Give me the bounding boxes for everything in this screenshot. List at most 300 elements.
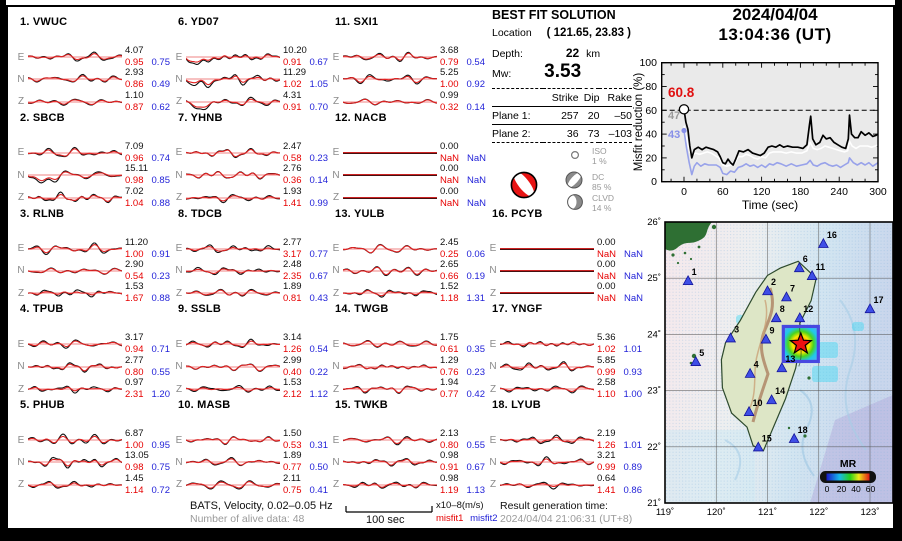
waveform-values — [280, 46, 328, 68]
clvd-icon — [566, 193, 584, 211]
misfit2-value: 0.89 — [623, 462, 642, 474]
misfit1-value: 1.02 — [283, 79, 302, 91]
annotation-47: 47 — [668, 110, 681, 122]
event-date: 2024/04/04 — [732, 5, 818, 24]
alive-data-count: Number of alive data: 48 — [190, 513, 305, 525]
misfit1-value: NaN — [440, 175, 460, 187]
iso-label: ISO 1 % — [592, 146, 607, 166]
component-label: E — [17, 243, 25, 254]
plane1-strike: 257 — [561, 110, 579, 122]
waveform-values — [122, 333, 170, 355]
station-block-yngf — [486, 303, 642, 399]
amplitude-value: 2.65 — [440, 258, 459, 270]
component-label: E — [332, 243, 340, 254]
waveform-values — [437, 238, 485, 260]
misfit1-value: 1.10 — [597, 389, 616, 401]
event-time: 13:04:36 (UT) — [718, 25, 832, 44]
component-label: Z — [489, 287, 497, 299]
waveform-values — [122, 451, 170, 473]
component-label: Z — [332, 479, 340, 491]
plane1-rake: –50 — [614, 110, 632, 122]
misfit1-value: 0.87 — [125, 101, 144, 113]
amplitude-value: 2.58 — [597, 377, 616, 389]
misfit1-value: 1.26 — [597, 440, 616, 451]
table-header-row — [492, 89, 632, 107]
waveform-plot — [186, 429, 280, 451]
waveform-plot — [28, 429, 122, 451]
waveform-row-nacb-z — [329, 187, 485, 209]
component-label: N — [489, 265, 497, 277]
station-title: 17. YNGF — [492, 303, 543, 316]
misfit2-value: 0.92 — [466, 79, 485, 91]
amplitude-value: 3.21 — [597, 450, 616, 462]
misfit-values — [125, 343, 170, 355]
y-axis-label: Misfit reduction (%) — [633, 72, 645, 172]
misfit2-value: 0.06 — [466, 248, 485, 260]
component-label: E — [175, 243, 183, 254]
component-label: N — [489, 361, 497, 373]
misfit-legend — [436, 513, 498, 524]
misfit-values — [440, 484, 485, 496]
lat-label: 23˚ — [647, 385, 661, 397]
waveform-values — [280, 238, 328, 260]
annotation-43: 43 — [668, 129, 681, 141]
station-number-7: 7 — [789, 283, 795, 294]
amplitude-value: 2.76 — [283, 163, 302, 175]
amplitude-value: 0.00 — [597, 281, 616, 293]
amplitude-value: 15.11 — [125, 163, 149, 175]
misfit1-value: 1.19 — [440, 484, 459, 496]
waveform-plot — [343, 260, 437, 282]
station-block-twgb — [329, 303, 485, 399]
amplitude-value: 5.36 — [597, 332, 616, 344]
location-row — [492, 27, 631, 39]
station-title: 4. TPUB — [20, 303, 64, 316]
waveform-row-yulb-z — [329, 282, 485, 304]
observed-waveform — [186, 340, 280, 348]
amplitude-value: 13.05 — [125, 450, 149, 462]
misfit1-value: 1.00 — [440, 79, 459, 91]
waveform-row-lyub-z — [486, 474, 642, 496]
location-value: ( 121.65, 23.83 ) — [546, 27, 632, 39]
observed-waveform — [500, 435, 594, 443]
misfit-values — [283, 343, 328, 355]
station-title: 7. YHNB — [178, 111, 223, 124]
misfit-values — [283, 174, 328, 186]
x-axis-label: Time (sec) — [741, 198, 799, 212]
misfit1-value: 0.81 — [283, 293, 302, 305]
station-number-3: 3 — [734, 324, 740, 335]
waveform-plot — [500, 238, 594, 260]
waveform-values — [280, 68, 328, 90]
waveform-values — [280, 474, 328, 496]
annotation-60.8: 60.8 — [668, 85, 695, 100]
amplitude-value: 5.85 — [597, 354, 616, 366]
waveform-row-tdcb-n — [172, 260, 328, 282]
bottom-border — [0, 530, 902, 541]
synthetic-waveform — [343, 99, 437, 104]
station-title: 12. NACB — [335, 111, 387, 124]
waveform-row-yngf-n — [486, 356, 642, 378]
waveform-plot — [28, 164, 122, 186]
waveform-plot — [28, 68, 122, 90]
plane1-row — [492, 107, 632, 125]
amplitude-value: 1.93 — [283, 185, 302, 197]
waveform-plot — [343, 451, 437, 473]
misfit1-value: 0.80 — [125, 366, 144, 378]
waveform-values — [280, 282, 328, 304]
misfit-values — [283, 461, 328, 473]
waveform-row-sslb-n — [172, 356, 328, 378]
waveform-plot — [28, 451, 122, 473]
component-label: Z — [489, 383, 497, 395]
coast-islet — [684, 252, 687, 255]
misfit1-value: NaN — [440, 197, 460, 209]
misfit2-value: 0.23 — [466, 366, 485, 378]
misfit2-value: 0.93 — [623, 366, 642, 378]
waveform-plot — [28, 474, 122, 496]
misfit-values — [440, 78, 485, 90]
waveform-plot — [186, 164, 280, 186]
misfit-values — [440, 439, 485, 451]
misfit-values — [125, 439, 170, 451]
waveform-values — [437, 333, 485, 355]
station-title: 5. PHUB — [20, 399, 65, 411]
station-title: 8. TDCB — [178, 207, 223, 220]
clvd-label: CLVD 14 % — [592, 193, 615, 213]
lon-label: 122˚ — [809, 507, 829, 518]
waveform-row-tpub-e — [14, 333, 170, 355]
waveform-row-lyub-n — [486, 451, 642, 473]
x-tick-label: 60 — [716, 186, 729, 198]
misfit1-value: 0.77 — [440, 389, 459, 401]
component-label: Z — [17, 479, 25, 491]
waveform-row-yngf-e — [486, 333, 642, 355]
misfit2-value: 0.19 — [466, 270, 485, 282]
amplitude-value: 11.29 — [283, 67, 307, 79]
component-label: E — [332, 338, 340, 350]
station-number-11: 11 — [815, 261, 826, 272]
station-title: 13. YULB — [335, 207, 385, 220]
waveform-plot — [343, 68, 437, 90]
waveform-plot — [186, 46, 280, 68]
waveform-column-1 — [14, 0, 170, 500]
beachball-icon — [508, 169, 540, 201]
lat-label: 25˚ — [647, 273, 661, 285]
misfit2-value: 0.49 — [151, 79, 170, 91]
amplitude-value: 1.75 — [440, 332, 459, 344]
mr-tick-label: 0 — [824, 484, 830, 494]
amplitude-value: 2.48 — [283, 258, 302, 270]
component-label: N — [17, 265, 25, 277]
station-number-2: 2 — [771, 277, 777, 288]
x-tick-label: 0 — [681, 186, 687, 198]
taiwan-map — [630, 205, 902, 527]
misfit-values — [125, 248, 170, 260]
misfit1-value: 0.86 — [125, 79, 144, 91]
misfit1-value: 0.75 — [283, 484, 302, 496]
misfit-values — [125, 484, 170, 496]
amplitude-value: 1.94 — [440, 377, 459, 389]
misfit1-value: 0.61 — [440, 344, 459, 356]
misfit1-value: 0.96 — [125, 152, 144, 164]
waveform-values — [280, 378, 328, 400]
amplitude-value: 2.93 — [125, 67, 144, 79]
station-number-12: 12 — [803, 304, 814, 315]
misfit2-value: 1.01 — [623, 344, 642, 356]
waveform-plot — [500, 260, 594, 282]
misfit2-value: 0.23 — [309, 152, 328, 164]
se-islet — [807, 376, 810, 379]
amplitude-value: 3.68 — [440, 45, 459, 56]
station-block-yhnb — [172, 112, 328, 208]
component-label: E — [17, 51, 25, 63]
misfit-values — [125, 270, 170, 282]
waveform-row-sbcb-e — [14, 142, 170, 164]
waveform-row-tpub-n — [14, 356, 170, 378]
amplitude-value: 1.50 — [283, 428, 302, 439]
waveform-row-masb-n — [172, 451, 328, 473]
misfit2-value: 0.91 — [151, 248, 170, 260]
station-number-18: 18 — [797, 424, 808, 435]
waveform-plot — [500, 451, 594, 473]
waveform-row-phub-e — [14, 429, 170, 451]
misfit2-value: 0.86 — [623, 484, 642, 496]
se-islet — [788, 427, 790, 429]
waveform-plot — [28, 238, 122, 260]
waveform-plot — [186, 378, 280, 400]
waveform-row-nacb-n — [329, 164, 485, 186]
component-label: E — [17, 434, 25, 446]
waveform-plot — [500, 282, 594, 304]
misfit1-value: 1.41 — [597, 484, 616, 496]
misfit1-value: 1.00 — [125, 248, 144, 260]
waveform-values — [437, 356, 485, 378]
misfit1-value: 0.58 — [283, 152, 302, 164]
component-label: N — [332, 73, 340, 85]
waveform-row-twkb-z — [329, 474, 485, 496]
iso-icon — [570, 150, 580, 160]
misfit2-value: NaN — [624, 270, 644, 282]
misfit1-value: 0.76 — [440, 366, 459, 378]
lat-label: 21˚ — [647, 498, 661, 509]
waveform-plot — [500, 333, 594, 355]
component-label: N — [175, 169, 183, 181]
misfit1-value: 1.67 — [125, 293, 144, 305]
component-label: Z — [332, 96, 340, 108]
station-number-17: 17 — [873, 295, 884, 306]
station-number-13: 13 — [785, 354, 796, 365]
waveform-plot — [343, 333, 437, 355]
amplitude-value: 7.02 — [125, 185, 144, 197]
amplitude-value: 0.00 — [440, 185, 459, 197]
waveform-values — [437, 164, 486, 186]
waveform-column-2 — [172, 0, 328, 500]
component-label: E — [489, 434, 497, 446]
waveform-plot — [28, 333, 122, 355]
x-tick-label: 120 — [752, 186, 771, 198]
y-tick-label: 0 — [651, 176, 657, 189]
amplitude-value: 0.98 — [440, 450, 459, 462]
station-block-tdcb — [172, 208, 328, 304]
waveform-row-yhnb-z — [172, 187, 328, 209]
waveform-row-twkb-e — [329, 429, 485, 451]
misfit2-value: 0.14 — [309, 175, 328, 187]
amplitude-value: 1.89 — [283, 450, 302, 462]
waveform-row-yulb-e — [329, 238, 485, 260]
waveform-values — [280, 429, 328, 451]
waveform-row-masb-z — [172, 474, 328, 496]
component-label: Z — [17, 383, 25, 395]
component-label: N — [175, 361, 183, 373]
misfit-values — [440, 152, 486, 164]
component-label: E — [175, 51, 183, 63]
misfit-values — [283, 270, 328, 282]
coast-islet — [690, 258, 692, 260]
station-title: 14. TWGB — [335, 303, 389, 316]
waveform-row-yd07-e — [172, 46, 328, 68]
station-block-yd07 — [172, 16, 328, 112]
x-tick-label: 300 — [869, 186, 887, 198]
component-label: Z — [17, 192, 25, 204]
observed-waveform — [28, 458, 122, 468]
misfit2-value: 0.67 — [466, 462, 485, 474]
amplitude-value: 0.00 — [440, 163, 459, 175]
depth-row — [492, 46, 600, 60]
waveform-values — [280, 451, 328, 473]
waveform-row-yngf-z — [486, 378, 642, 400]
waveform-plot — [28, 142, 122, 164]
station-number-15: 15 — [761, 433, 772, 444]
misfit1-value: 1.04 — [125, 197, 144, 209]
component-label: Z — [332, 192, 340, 204]
misfit1-value: 1.18 — [440, 293, 459, 305]
component-label: Z — [489, 479, 497, 491]
waveform-values — [437, 429, 485, 451]
station-title: 15. TWKB — [335, 399, 388, 411]
station-number-9: 9 — [769, 325, 775, 336]
misfit2-value: 0.43 — [309, 293, 328, 305]
dc-label: DC 85 % — [592, 172, 612, 192]
misfit1-value: 1.26 — [283, 344, 302, 356]
waveform-values — [122, 238, 170, 260]
waveform-values — [122, 91, 170, 113]
component-label: E — [489, 243, 497, 254]
misfit2-value: 0.50 — [309, 462, 328, 474]
plane2-label: Plane 2: — [492, 128, 531, 140]
misfit1-value: 0.53 — [283, 440, 302, 451]
waveform-plot — [28, 356, 122, 378]
misfit2-value: 0.55 — [151, 366, 170, 378]
component-label: E — [175, 147, 183, 159]
station-block-yulb — [329, 208, 485, 304]
component-label: N — [175, 456, 183, 468]
station-number-6: 6 — [802, 254, 808, 265]
coast-islet — [671, 253, 674, 256]
mr-heat-patch — [812, 366, 838, 382]
misfit2-value: 0.35 — [466, 344, 485, 356]
amplitude-value: 2.13 — [440, 428, 459, 439]
component-label: Z — [17, 96, 25, 108]
coast-islet — [677, 262, 679, 264]
misfit-values — [125, 461, 170, 473]
waveform-row-pcyb-z — [486, 282, 642, 304]
waveform-values — [122, 282, 170, 304]
depth-value: 22 — [565, 46, 580, 60]
mr-heat-patch — [852, 322, 864, 331]
amplitude-value: 2.90 — [125, 258, 144, 270]
waveform-row-pcyb-e — [486, 238, 642, 260]
misfit1-value: 2.31 — [125, 389, 144, 401]
misfit-values — [125, 56, 170, 68]
misfit1-value: 0.98 — [125, 462, 144, 474]
misfit2-value: 0.67 — [309, 57, 328, 68]
amplitude-value: 0.99 — [440, 89, 459, 101]
waveform-plot — [28, 260, 122, 282]
waveform-row-nacb-e — [329, 142, 485, 164]
mr-label: MR — [839, 458, 857, 470]
station-title: 18. LYUB — [492, 399, 541, 411]
misfit2-value: 1.05 — [309, 79, 328, 91]
component-label: N — [332, 361, 340, 373]
component-label: E — [489, 338, 497, 350]
misfit2-value: 0.22 — [309, 366, 328, 378]
waveform-plot — [500, 429, 594, 451]
station-block-tpub — [14, 303, 170, 399]
waveform-row-sxi1-n — [329, 68, 485, 90]
component-label: Z — [175, 96, 183, 108]
amplitude-value: 1.29 — [440, 354, 459, 366]
station-title: 9. SSLB — [178, 303, 221, 316]
amplitude-value: 3.17 — [125, 332, 144, 344]
amplitude-value: 4.07 — [125, 45, 144, 56]
component-label: Z — [175, 383, 183, 395]
waveform-plot — [186, 91, 280, 113]
x-tick-label: 240 — [830, 186, 848, 198]
misfit-values — [283, 248, 328, 260]
component-label: Z — [175, 192, 183, 204]
station-block-lyub — [486, 399, 642, 495]
misfit-values — [125, 174, 170, 186]
observed-waveform — [186, 97, 280, 109]
misfit2-value: 0.14 — [466, 101, 485, 113]
waveform-row-rlnb-e — [14, 238, 170, 260]
waveform-values — [122, 474, 170, 496]
waveform-row-twkb-n — [329, 451, 485, 473]
station-number-4: 4 — [753, 359, 759, 370]
component-label: Z — [332, 383, 340, 395]
waveform-plot — [186, 142, 280, 164]
amplitude-value: 10.20 — [283, 45, 307, 56]
waveform-row-twgb-n — [329, 356, 485, 378]
lon-label: 119˚ — [655, 507, 675, 518]
depth-label: Depth: — [492, 48, 523, 60]
component-label: E — [332, 434, 340, 446]
amplitude-value: 11.20 — [125, 236, 149, 248]
waveform-plot — [500, 474, 594, 496]
waveform-values — [122, 142, 170, 164]
right-border — [895, 0, 902, 541]
misfit2-value: 0.95 — [151, 440, 170, 451]
component-label: N — [17, 169, 25, 181]
plane1-label: Plane 1: — [492, 110, 531, 122]
component-label: Z — [175, 287, 183, 299]
waveform-plot — [343, 474, 437, 496]
depth-unit: km — [586, 48, 601, 60]
waveform-plot — [28, 91, 122, 113]
y-tick-label: 20 — [645, 152, 657, 165]
misfit2-value: 0.77 — [309, 248, 328, 260]
